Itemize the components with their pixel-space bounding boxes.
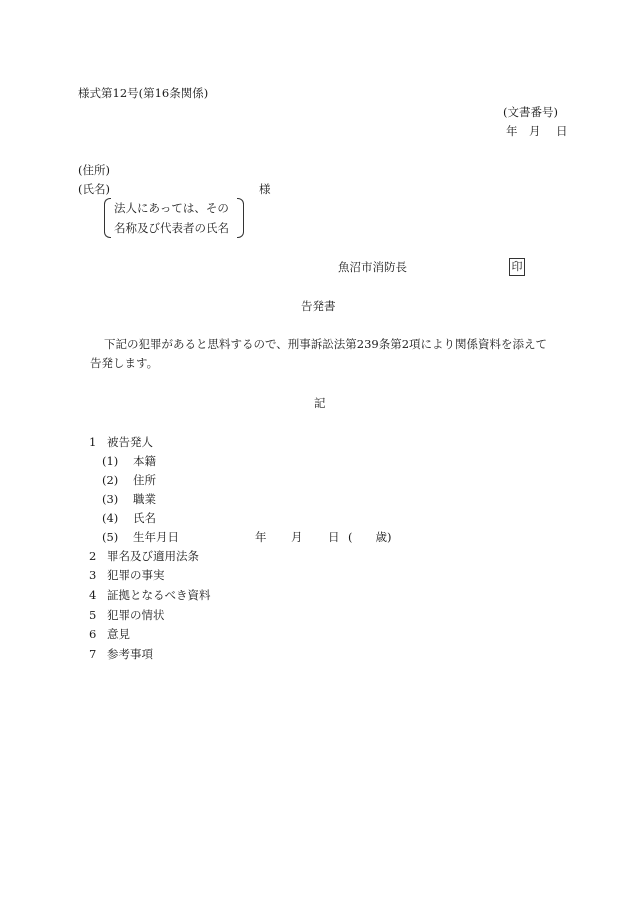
- subitem-number: (3): [102, 492, 119, 506]
- seal-stamp: 印: [509, 258, 525, 276]
- item-label: 意見: [107, 627, 130, 641]
- honorific: 様: [259, 182, 271, 196]
- item-number: 2: [89, 549, 97, 563]
- name-label: (氏名): [78, 182, 110, 196]
- subitem-number: (1): [102, 454, 119, 468]
- birth-month: 月: [291, 530, 303, 544]
- form-number: 様式第12号(第16条関係): [78, 86, 209, 100]
- corporate-note-line1: 法人にあっては、その: [114, 201, 229, 215]
- item-number: 7: [89, 647, 97, 661]
- issuer: 魚沼市消防長: [338, 260, 407, 274]
- item-number: 6: [89, 627, 97, 641]
- item-label: 犯罪の情状: [107, 608, 165, 622]
- birth-year: 年: [255, 530, 267, 544]
- item-number: 1: [89, 435, 97, 449]
- subitem-number: (5): [102, 530, 119, 544]
- corporate-note: [104, 198, 244, 238]
- birth-day: 日: [328, 530, 340, 544]
- left-bracket: [104, 198, 111, 238]
- corporate-note-line2: 名称及び代表者の氏名: [114, 221, 229, 235]
- item-label: 犯罪の事実: [107, 568, 165, 582]
- subitem-label: 本籍: [133, 454, 156, 468]
- birth-age: ( 歳): [348, 530, 392, 544]
- document-number-label: (文書番号): [503, 105, 558, 119]
- item-label: 参考事項: [107, 647, 153, 661]
- body-line2: 告発します。: [90, 356, 159, 370]
- subitem-number: (4): [102, 511, 119, 525]
- item-label: 証拠となるべき資料: [107, 588, 211, 602]
- subitem-label: 職業: [133, 492, 156, 506]
- item-label: 罪名及び適用法条: [107, 549, 199, 563]
- document-title: 告発書: [301, 299, 336, 313]
- date-month: 月: [529, 124, 541, 138]
- item-number: 5: [89, 608, 97, 622]
- right-bracket: [237, 198, 244, 238]
- item-number: 3: [89, 568, 97, 582]
- subitem-label: 生年月日: [133, 530, 179, 544]
- subitem-number: (2): [102, 473, 119, 487]
- item-number: 4: [89, 588, 97, 602]
- ki-heading: 記: [314, 396, 326, 410]
- date-year: 年: [506, 124, 518, 138]
- body-line1: 下記の犯罪があると思料するので、刑事訴訟法第239条第2項により関係資料を添えて: [104, 337, 548, 351]
- date-day: 日: [556, 124, 568, 138]
- address-label: (住所): [78, 163, 110, 177]
- item-label: 被告発人: [107, 435, 153, 449]
- subitem-label: 氏名: [133, 511, 156, 525]
- subitem-label: 住所: [133, 473, 156, 487]
